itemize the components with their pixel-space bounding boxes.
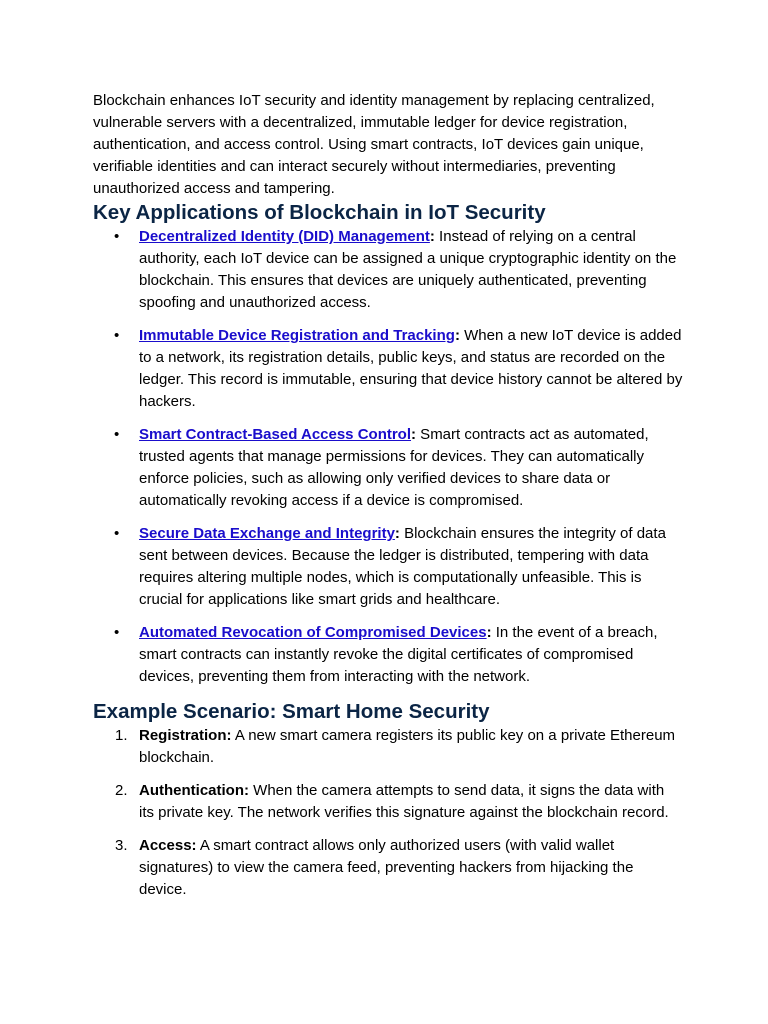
term-link-device-registration[interactable]: Immutable Device Registration and Tracking xyxy=(139,327,455,344)
bullet-icon: • xyxy=(114,525,120,542)
step-item xyxy=(93,780,683,824)
example-heading: Example Scenario: Smart Home Security xyxy=(93,700,490,723)
item-description: In the event of a breach, smart contracts can instantly revoke the digital certificates of compromised devices, preventing them from interacting with the network. xyxy=(139,624,658,685)
step-term: Authentication: xyxy=(139,782,249,799)
term-colon: : xyxy=(486,624,492,641)
item-description: Instead of relying on a central authority, each IoT device can be assigned a unique cryptographic identity on the blockchain. This ensures that devices are uniquely authenticated, preventing spoofing and unauthorized access. xyxy=(139,228,677,311)
list-item xyxy=(93,424,683,512)
term-colon: : xyxy=(411,426,417,443)
step-term: Access: xyxy=(139,837,197,854)
step-number: 1. xyxy=(115,727,128,744)
intro-paragraph: Blockchain enhances IoT security and identity management by replacing centralized, vulnerable servers with a decentralized, immutable ledger for device registration, authentication, and access control. Using smart contracts, IoT devices gain unique, verifiable identities and can interact securely without intermediaries, preventing unauthorized access and tampering. xyxy=(93,92,655,197)
step-description: When the camera attempts to send data, it signs the data with its private key. The network verifies this signature against the blockchain record. xyxy=(139,782,669,821)
bullet-icon: • xyxy=(114,228,120,245)
bullet-icon: • xyxy=(114,426,120,443)
bullet-icon: • xyxy=(114,327,120,344)
item-description: When a new IoT device is added to a network, its registration details, public keys, and status are recorded on the ledger. This record is immutable, ensuring that device history cannot be altered by hackers. xyxy=(139,327,683,410)
term-colon: : xyxy=(429,228,435,245)
list-item xyxy=(93,226,683,314)
term-colon: : xyxy=(394,525,400,542)
step-item xyxy=(93,835,683,901)
example-steps-list xyxy=(93,725,683,901)
term-link-access-control[interactable]: Smart Contract-Based Access Control xyxy=(139,426,412,443)
item-description: Blockchain ensures the integrity of data sent between devices. Because the ledger is distributed, tempering with data requires altering multiple nodes, which is computationally unfeasible. This is crucial for applications like smart grids and healthcare. xyxy=(139,525,666,608)
applications-heading: Key Applications of Blockchain in IoT Security xyxy=(93,201,546,224)
step-description: A new smart camera registers its public key on a private Ethereum blockchain. xyxy=(139,727,676,766)
bullet-icon: • xyxy=(114,624,120,641)
step-number: 3. xyxy=(115,837,128,854)
applications-list xyxy=(93,226,683,688)
item-description: Smart contracts act as automated, trusted agents that manage permissions for devices. They can automatically enforce policies, such as allowing only verified devices to share data or automatically revoking access if a device is compromised. xyxy=(139,426,649,509)
step-term: Registration: xyxy=(139,727,232,744)
term-colon: : xyxy=(454,327,460,344)
term-link-did-management[interactable]: Decentralized Identity (DID) Management xyxy=(139,228,430,245)
term-link-automated-revocation[interactable]: Automated Revocation of Compromised Devices xyxy=(139,624,487,641)
term-link-secure-data-exchange[interactable]: Secure Data Exchange and Integrity xyxy=(139,525,395,542)
step-item xyxy=(93,725,683,769)
step-number: 2. xyxy=(115,782,128,799)
step-description: A smart contract allows only authorized users (with valid wallet signatures) to view the camera feed, preventing hackers from hijacking the device. xyxy=(139,837,634,898)
list-item xyxy=(93,325,683,413)
document-page xyxy=(93,90,683,912)
list-item xyxy=(93,622,683,688)
list-item xyxy=(93,523,683,611)
